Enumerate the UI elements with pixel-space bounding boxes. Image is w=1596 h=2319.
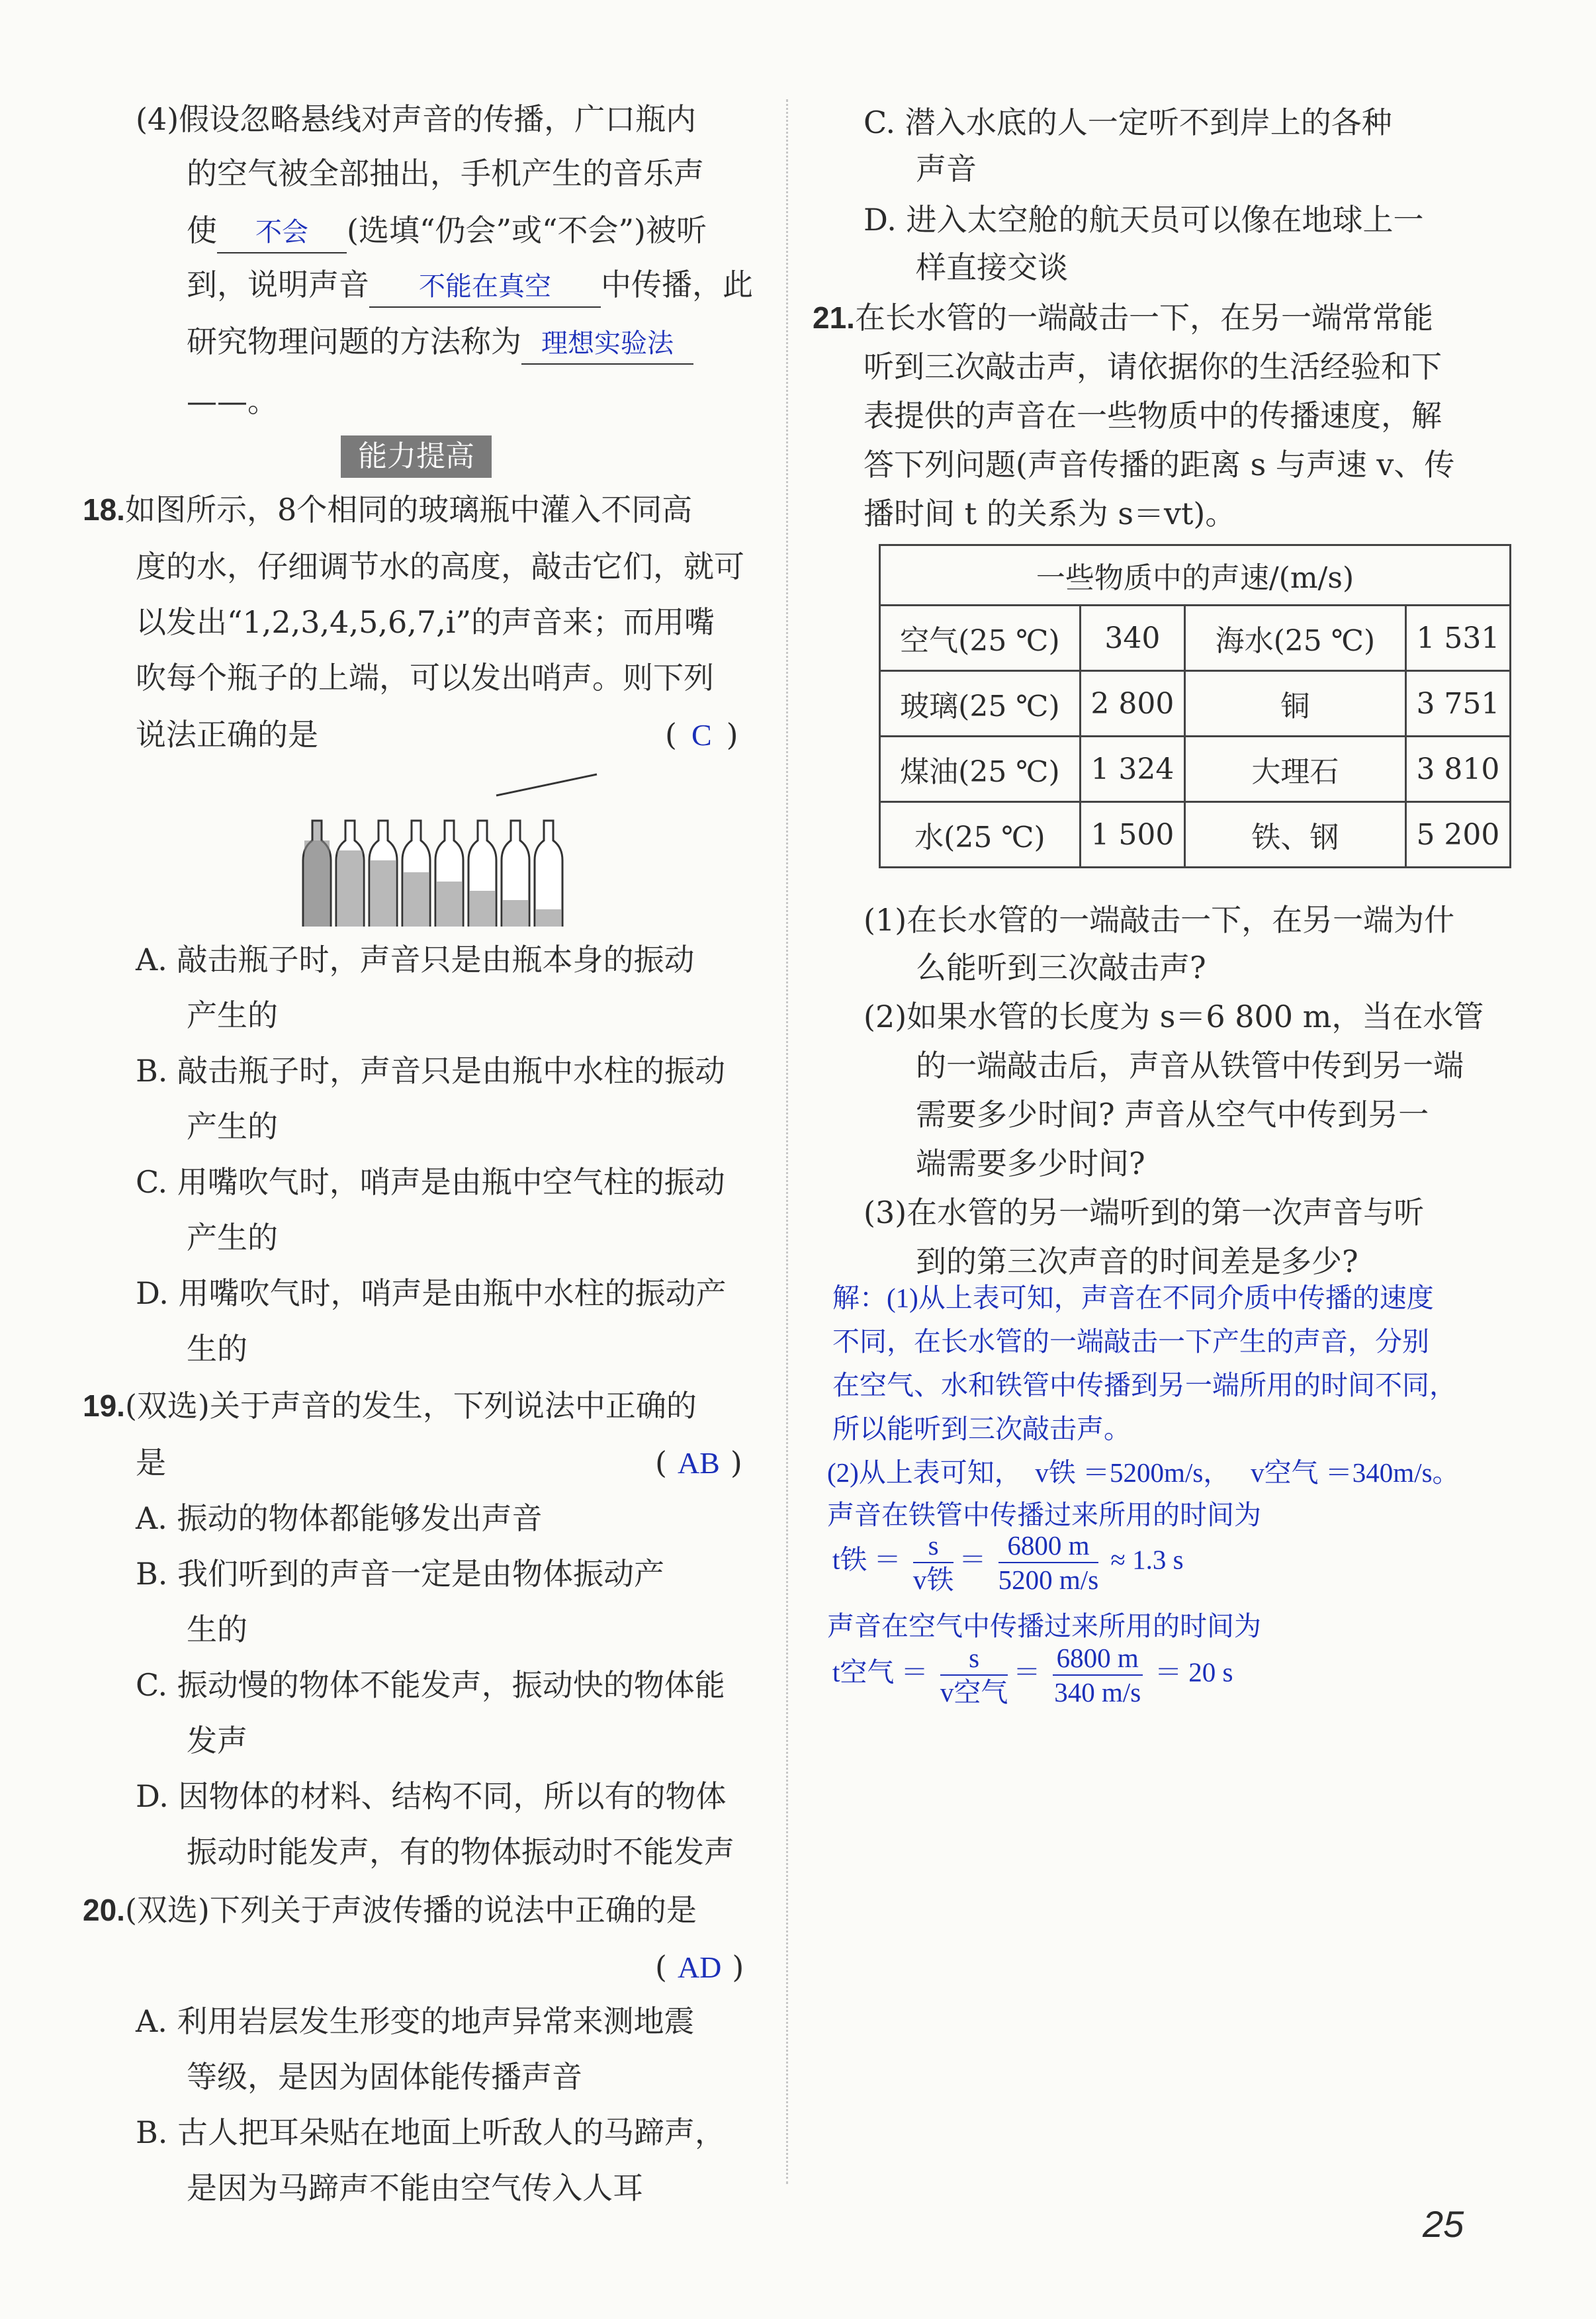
table-row: 煤油(25 ℃) 1 324 大理石 3 810	[880, 737, 1511, 802]
q18-option-D-1: D. 用嘴吹气时，哨声是由瓶中水柱的振动产	[136, 1275, 727, 1311]
q21-line1: 21.在长水管的一端敲击一下，在另一端常常能	[813, 300, 1433, 336]
q17-4-line3: 使 不会 (选填“仍会”或“不会”)被听	[187, 210, 707, 253]
page-number: 25	[1423, 2203, 1464, 2245]
section-title: 能力提高	[341, 435, 492, 478]
q19-option-A: A. 振动的物体都能够发出声音	[136, 1500, 543, 1536]
table-row: 水(25 ℃) 1 500 铁、钢 5 200	[880, 802, 1511, 868]
q21-part2-c: 需要多少时间? 声音从空气中传到另一	[916, 1097, 1429, 1132]
q17-4-line2: 的空气被全部抽出，手机产生的音乐声	[187, 156, 704, 191]
q19-option-B-1: B. 我们听到的声音一定是由物体振动产	[136, 1556, 665, 1592]
q21-line4: 答下列问题(声音传播的距离 s 与声速 v、传	[864, 447, 1455, 482]
q20-line1: 20.(双选)下列关于声波传播的说法中正确的是	[83, 1892, 697, 1928]
q18-option-C-2: 产生的	[187, 1220, 278, 1255]
solution-line5: (2)从上表可知， v铁 ＝5200m/s， v空气 ＝340m/s。	[827, 1457, 1460, 1488]
q18-option-D-2: 生的	[187, 1331, 247, 1367]
q19-option-B-2: 生的	[187, 1612, 247, 1647]
q18-option-A-2: 产生的	[187, 997, 278, 1033]
q20-answer: ( AD )	[655, 1949, 744, 1985]
q19-line1: 19.(双选)关于声音的发生，下列说法中正确的	[83, 1388, 697, 1424]
q21-line3: 表提供的声音在一些物质中的传播速度，解	[864, 398, 1442, 433]
q20-option-A-2: 等级，是因为固体能传播声音	[187, 2059, 582, 2095]
q19-answer: ( AB )	[655, 1445, 742, 1480]
q18-line2: 度的水，仔细调节水的高度，敲击它们，就可	[136, 549, 744, 584]
q19-line2: 是	[136, 1445, 166, 1480]
q18-option-B-2: 产生的	[187, 1109, 278, 1144]
speed-table	[879, 544, 1511, 868]
q17-4-line5: 研究物理问题的方法称为 理想实验法	[187, 322, 693, 365]
q19-option-D-1: D. 因物体的材料、结构不同，所以有的物体	[136, 1778, 727, 1814]
q18-line5: 说法正确的是	[136, 717, 318, 752]
solution-formula-iron: t铁 ＝ $\frac{s}{\text{v铁}}$ ＝ $\frac{6800 m}{5200 m/s}$ ≈ 1.3 s	[832, 1530, 1184, 1595]
q21-part2-a: (2)如果水管的长度为 s＝6 800 m，当在水管	[864, 999, 1484, 1034]
answer-blank-2: 不能在真空	[369, 267, 601, 308]
solution-line2: 不同，在长水管的一端敲击一下产生的声音，分别	[832, 1326, 1429, 1357]
bottles-figure	[291, 768, 609, 927]
q21-line2: 听到三次敲击声，请依据你的生活经验和下	[864, 349, 1442, 385]
q18-line1: 18.如图所示，8个相同的玻璃瓶中灌入不同高	[83, 492, 693, 527]
table-row: 空气(25 ℃) 340 海水(25 ℃) 1 531	[880, 606, 1511, 671]
q18-line3: 以发出“1,2,3,4,5,6,7,i”的声音来；而用嘴	[136, 604, 715, 640]
solution-formula-air: t空气 ＝ $\frac{s}{\text{v空气}}$ ＝ $\frac{6800 m}{340 m/s}$ ＝ 20 s	[832, 1643, 1233, 1707]
table-title: 一些物质中的声速/(m/s)	[880, 545, 1511, 606]
q20-option-B-2: 是因为马蹄声不能由空气传入人耳	[187, 2170, 643, 2206]
q17-4-line6: ——。	[187, 383, 278, 419]
solution-line3: 在空气、水和铁管中传播到另一端所用的时间不同，	[832, 1370, 1456, 1400]
solution-line7: 声音在空气中传播过来所用的时间为	[827, 1611, 1261, 1641]
q20-option-B-1: B. 古人把耳朵贴在地面上听敌人的马蹄声，	[136, 2114, 726, 2150]
q21-part1-b: 么能听到三次敲击声?	[916, 950, 1206, 985]
q19-option-C-1: C. 振动慢的物体不能发声，振动快的物体能	[136, 1667, 725, 1703]
q21-line5: 播时间 t 的关系为 s＝vt)。	[864, 496, 1236, 531]
q18-option-A-1: A. 敲击瓶子时，声音只是由瓶本身的振动	[136, 942, 695, 978]
q17-4-line1: (4)假设忽略悬线对声音的传播，广口瓶内	[136, 101, 697, 137]
table-row: 玻璃(25 ℃) 2 800 铜 3 751	[880, 671, 1511, 737]
solution-line6: 声音在铁管中传播过来所用的时间为	[827, 1500, 1261, 1530]
stick-line	[496, 774, 597, 796]
q18-option-C-1: C. 用嘴吹气时，哨声是由瓶中空气柱的振动	[136, 1164, 725, 1200]
q20-option-D-2: 样直接交谈	[916, 250, 1068, 285]
q21-part2-b: 的一端敲击后，声音从铁管中传到另一端	[916, 1048, 1464, 1083]
q20-option-A-1: A. 利用岩层发生形变的地声异常来测地震	[136, 2003, 695, 2039]
q21-part3-b: 到的第三次声音的时间差是多少?	[916, 1244, 1358, 1279]
q21-part2-d: 端需要多少时间?	[916, 1146, 1145, 1181]
q18-option-B-1: B. 敲击瓶子时，声音只是由瓶中水柱的振动	[136, 1053, 726, 1089]
q20-option-C-2: 声音	[916, 151, 977, 187]
solution-line4: 所以能听到三次敲击声。	[832, 1414, 1131, 1444]
q18-line4: 吹每个瓶子的上端，可以发出哨声。则下列	[136, 660, 714, 696]
q21-part1-a: (1)在长水管的一端敲击一下，在另一端为什	[864, 902, 1455, 938]
q21-part3-a: (3)在水管的另一端听到的第一次声音与听	[864, 1195, 1425, 1230]
q19-option-C-2: 发声	[187, 1723, 247, 1758]
answer-blank-1: 不会	[217, 212, 347, 253]
solution-line1: 解：(1)从上表可知，声音在不同介质中传播的速度	[832, 1283, 1434, 1313]
q20-option-C-1: C. 潜入水底的人一定听不到岸上的各种	[864, 105, 1392, 140]
q19-option-D-2: 振动时能发声，有的物体振动时不能发声	[187, 1834, 734, 1870]
column-divider	[786, 99, 788, 2184]
q18-answer: ( C )	[665, 717, 738, 752]
answer-blank-3: 理想实验法	[521, 324, 693, 365]
bottle-group	[303, 821, 562, 927]
q17-4-line4: 到，说明声音 不能在真空 中传播，此	[187, 265, 753, 308]
q20-option-D-1: D. 进入太空舱的航天员可以像在地球上一	[864, 202, 1424, 238]
